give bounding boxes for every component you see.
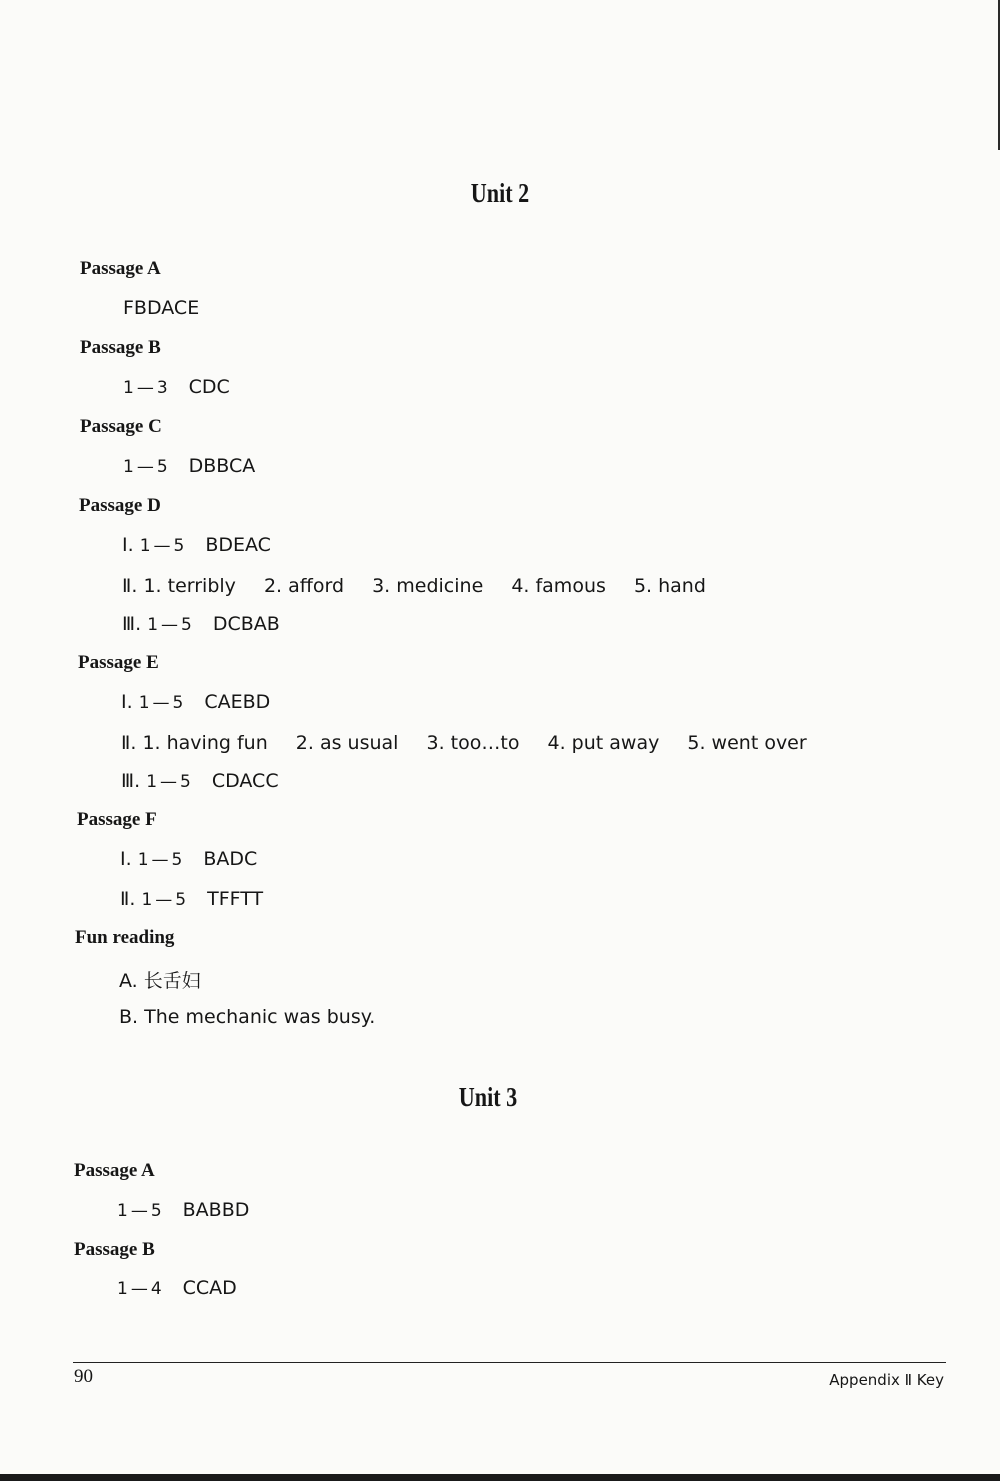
question-range: 1—5 <box>138 693 187 713</box>
passage-c-heading: Passage C <box>80 416 162 437</box>
unit3-passage-a-heading: Passage A <box>74 1160 155 1181</box>
part-label: Ⅰ. <box>120 848 132 870</box>
answer-letters: BADC <box>203 848 258 870</box>
passage-f-heading: Passage F <box>77 809 157 830</box>
passage-f-part-2 <box>120 888 263 910</box>
unit3-passage-b-answers <box>117 1277 237 1299</box>
part-label: Ⅱ. <box>120 888 136 910</box>
answer-item: 5. went over <box>687 732 807 754</box>
answer-item: 5. hand <box>633 575 706 597</box>
answer-letters: DBBCA <box>188 455 256 477</box>
answer-letters: CDC <box>188 376 230 398</box>
passage-f-part-1 <box>120 848 257 870</box>
passage-c-answers <box>123 455 255 477</box>
page-number: 90 <box>74 1366 93 1387</box>
part-label: Ⅱ. <box>122 575 138 597</box>
answer-item: 3. too…to <box>426 732 520 754</box>
answer-letters: CDACC <box>211 770 279 792</box>
unit3-passage-b-heading: Passage B <box>74 1239 155 1260</box>
passage-e-part-2 <box>121 732 829 754</box>
answer-item: 4. put away <box>547 732 660 754</box>
question-range: 1—5 <box>141 890 190 910</box>
passage-a-heading: Passage A <box>80 258 161 279</box>
answer-item: 1. having fun <box>142 732 268 754</box>
part-label: Ⅰ. <box>122 534 134 556</box>
fun-reading-answer-a: A. 长舌妇 <box>119 970 201 992</box>
unit-2-title: Unit 2 <box>470 178 530 208</box>
answer-letters: CCAD <box>182 1277 237 1299</box>
passage-b-answers <box>123 376 230 398</box>
passage-b-heading: Passage B <box>80 337 161 358</box>
passage-e-heading: Passage E <box>78 652 159 673</box>
unit3-passage-a-answers <box>117 1199 249 1221</box>
question-range: 1—5 <box>123 457 171 477</box>
passage-d-part-1 <box>122 534 271 556</box>
passage-d-part-2 <box>122 575 728 597</box>
question-range: 1—5 <box>139 536 188 556</box>
question-range: 1—4 <box>117 1279 165 1299</box>
part-label: Ⅲ. <box>122 613 142 635</box>
answer-item: 2. as usual <box>295 732 399 754</box>
footer-rule <box>73 1362 946 1363</box>
fun-reading-answer-b: B. The mechanic was busy. <box>119 1006 376 1028</box>
question-range: 1—5 <box>147 615 195 635</box>
part-label: Ⅱ. <box>121 732 137 754</box>
passage-d-heading: Passage D <box>79 495 161 516</box>
answer-item: 2. afford <box>263 575 345 597</box>
passage-d-part-3 <box>122 613 280 635</box>
running-head: Appendix Ⅱ Key <box>829 1371 944 1389</box>
answer-letters: BABBD <box>182 1199 250 1221</box>
part-label: Ⅰ. <box>121 691 133 713</box>
question-range: 1—5 <box>146 772 194 792</box>
answer-item: 4. famous <box>511 575 606 597</box>
answer-item: 3. medicine <box>372 575 484 597</box>
answer-letters: DCBAB <box>212 613 280 635</box>
part-label: Ⅲ. <box>121 770 141 792</box>
unit-3-title: Unit 3 <box>458 1082 518 1112</box>
answer-item: 1. terribly <box>143 575 236 597</box>
answer-letters: BDEAC <box>205 534 271 556</box>
scan-bottom-edge <box>0 1474 1000 1481</box>
question-range: 1—5 <box>117 1201 165 1221</box>
question-range: 1—5 <box>137 850 186 870</box>
passage-e-part-1 <box>121 691 270 713</box>
question-range: 1—3 <box>123 378 171 398</box>
fun-reading-heading: Fun reading <box>75 927 175 948</box>
passage-e-part-3 <box>121 770 279 792</box>
answer-letters: CAEBD <box>204 691 271 713</box>
answer-letters: TFFTT <box>207 888 264 910</box>
passage-a-answers: FBDACE <box>123 297 200 319</box>
